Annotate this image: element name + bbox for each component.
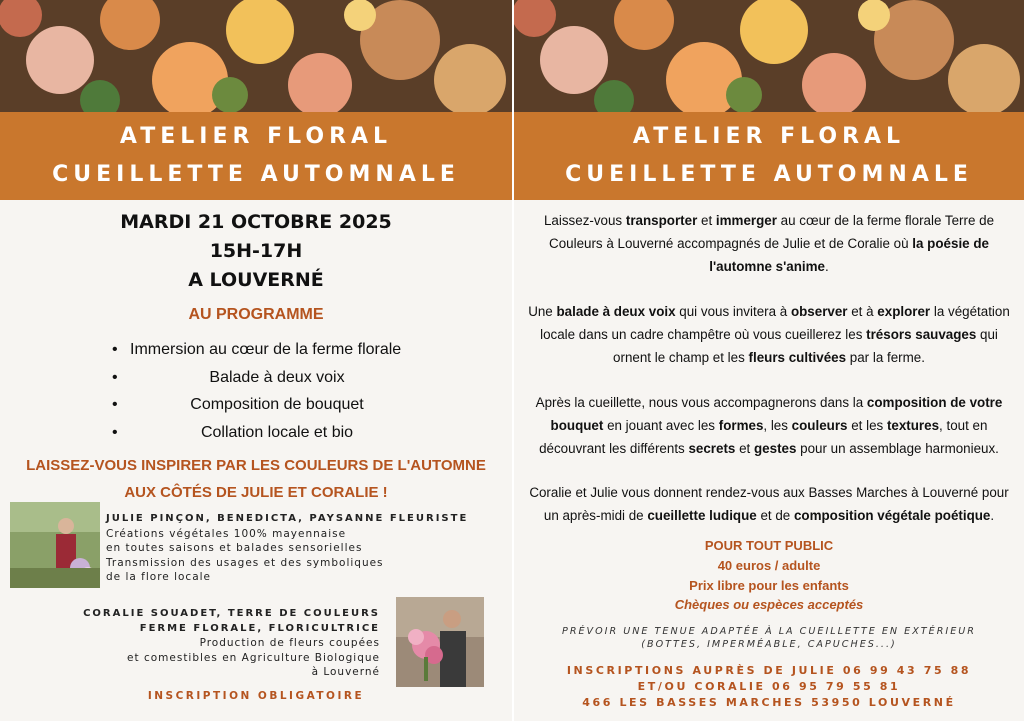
list-item: • Immersion au cœur de la ferme florale xyxy=(112,336,412,364)
bullet-icon: • xyxy=(112,341,118,358)
pricing xyxy=(514,536,1024,615)
list-item: • Balade à deux voix xyxy=(112,364,412,392)
list-item: • Collation locale et bio xyxy=(112,419,412,447)
title-banner-right xyxy=(514,112,1024,200)
title-line-1: ATELIER FLORAL xyxy=(632,124,906,149)
bullet-icon: • xyxy=(112,423,118,441)
paragraph-balade: Une balade à deux voix qui vous invitera à observer et à explorer la végétation locale dans un cadre champêtre où vous cueillerez les trésors sauvages qui ornent le champ et les fleurs cultivées par la ferme. xyxy=(528,304,1010,365)
address: 466 LES BASSES MARCHES 53950 LOUVERNÉ xyxy=(582,696,956,709)
coralie-photo-illustration xyxy=(396,597,484,687)
bullet-icon: • xyxy=(112,368,118,386)
paragraph-intro: Laissez-vous transporter et immerger au cœur de la ferme florale Terre de Couleurs à Louverné accompagnés de Julie et de Coralie où la poésie de l'automne s'anime. xyxy=(543,213,995,274)
flowers-photo-right xyxy=(514,0,1024,112)
inspire-heading: LAISSEZ-VOUS INSPIRER PAR LES COULEURS DE L'AUTOMNE AUX CÔTÉS DE JULIE ET CORALIE ! xyxy=(26,457,486,501)
registration-contacts xyxy=(514,663,1024,711)
dress-note: PRÉVOIR UNE TENUE ADAPTÉE À LA CUEILLETTE EN EXTÉRIEUR (BOTTES, IMPERMÉABLE, CAPUCHES...) xyxy=(562,626,976,650)
event-info xyxy=(0,208,512,295)
payment-methods: Chèques ou espèces acceptés xyxy=(674,597,864,613)
flowers-illustration-right xyxy=(514,0,1024,112)
paragraph-composition: Après la cueillette, nous vous accompagnerons dans la composition de votre bouquet en jouant avec les formes, les couleurs et les textures, tout en découvrant les différents secrets et gestes pour un assemblage harmonieux. xyxy=(535,395,1003,456)
julie-photo xyxy=(10,502,100,588)
contact-julie: INSCRIPTIONS AUPRÈS DE JULIE 06 99 43 75 88 xyxy=(566,664,972,677)
title-line-2: CUEILLETTE AUTOMNALE xyxy=(52,162,460,187)
title-line-1: ATELIER FLORAL xyxy=(119,124,393,149)
flowers-photo xyxy=(0,0,512,112)
audience: POUR TOUT PUBLIC xyxy=(704,538,834,553)
coralie-photo xyxy=(396,597,484,687)
mandatory-registration: INSCRIPTION OBLIGATOIRE xyxy=(147,690,365,702)
title-banner xyxy=(0,112,512,200)
event-time: 15H-17H xyxy=(209,240,303,262)
coralie-bio: CORALIE SOUADET, TERRE DE COULEURS FERME FLORALE, FLORICULTRICE Production de fleurs coupées et comestibles en Agriculture Biologique à Louverné xyxy=(40,607,380,680)
paragraph-rendezvous: Coralie et Julie vous donnent rendez-vous aux Basses Marches à Louverné pour un après-midi de cueillette ludique et de composition végétale poétique. xyxy=(529,485,1009,523)
kids-price: Prix libre pour les enfants xyxy=(689,577,849,593)
contact-coralie: ET/OU CORALIE 06 95 79 55 81 xyxy=(637,680,901,693)
program-title: AU PROGRAMME xyxy=(188,306,324,323)
right-panel xyxy=(514,0,1024,721)
list-item: • Composition de bouquet xyxy=(112,391,412,419)
program-list xyxy=(112,336,412,446)
bullet-icon: • xyxy=(112,396,118,413)
event-date: MARDI 21 OCTOBRE 2025 xyxy=(120,211,392,233)
adult-price: 40 euros / adulte xyxy=(717,557,821,573)
title-line-2: CUEILLETTE AUTOMNALE xyxy=(565,162,973,187)
coralie-name: CORALIE SOUADET, TERRE DE COULEURS xyxy=(83,608,380,619)
julie-bio: JULIE PINÇON, BENEDICTA, PAYSANNE FLEURISTE Créations végétales 100% mayennaise en toutes saisons et balades sensorielles Transmission des usages et des symboliques de la flore locale xyxy=(106,512,508,585)
flowers-illustration xyxy=(0,0,512,112)
julie-photo-illustration xyxy=(10,502,100,588)
julie-name: JULIE PINÇON, BENEDICTA, PAYSANNE FLEURISTE xyxy=(106,513,469,524)
event-place: A LOUVERNÉ xyxy=(188,269,324,291)
